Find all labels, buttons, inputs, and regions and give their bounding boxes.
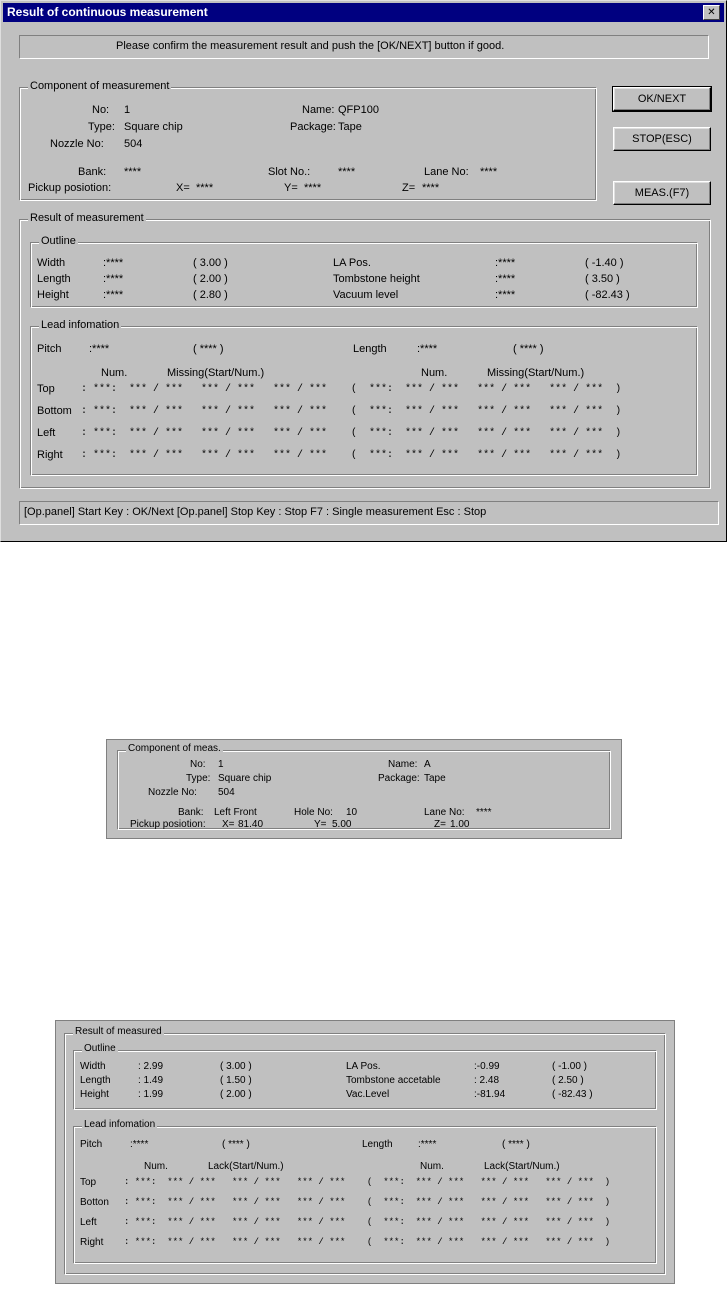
- no-value: 1: [218, 759, 224, 770]
- type-label: Type:: [88, 121, 115, 133]
- name-value: QFP100: [338, 104, 379, 116]
- window-title: Result of continuous measurement: [7, 5, 208, 19]
- lead-length-ref: ( **** ): [502, 1139, 530, 1150]
- height-label: Height: [37, 289, 69, 301]
- lead-row-label: Bottom: [37, 405, 72, 417]
- nozzle-label: Nozzle No:: [50, 138, 104, 150]
- y-label: Y=: [284, 182, 298, 194]
- la-label: LA Pos.: [333, 257, 371, 269]
- length-ref: ( 1.50 ): [220, 1075, 252, 1086]
- x-label: X=: [176, 182, 190, 194]
- package-label: Package:: [378, 773, 420, 784]
- width-value: :****: [103, 257, 124, 269]
- x-value: 81.40: [238, 819, 264, 830]
- lead-row-label: Top: [80, 1177, 97, 1188]
- pitch-label: Pitch: [37, 343, 62, 355]
- nozzle-value: 504: [218, 787, 235, 798]
- close-icon[interactable]: ✕: [703, 5, 720, 20]
- hole-value: 10: [346, 807, 358, 818]
- tomb-ref: ( 2.50 ): [552, 1075, 584, 1086]
- no-label: No:: [92, 104, 110, 116]
- vac-ref: ( -82.43 ): [552, 1089, 593, 1100]
- lane-label: Lane No:: [424, 166, 469, 178]
- component-group: [19, 80, 597, 201]
- missing-header-ref: Missing(Start/Num.): [487, 367, 585, 379]
- vac-ref: ( -82.43 ): [585, 289, 630, 301]
- result-measured-group: [64, 1026, 666, 1275]
- lead-row-values: : ***: *** / *** *** / *** *** / *** ( ***: *** / *** *** / *** *** / *** ): [81, 450, 622, 461]
- y-value: 5.00: [332, 819, 352, 830]
- vac-label: Vac.Level: [346, 1089, 390, 1100]
- status-text: [Op.panel] Start Key : OK/Next [Op.panel] Stop Key : Stop F7 : Single measurement Esc : Stop: [24, 506, 487, 518]
- type-value: Square chip: [124, 121, 183, 133]
- name-label: Name:: [302, 104, 335, 116]
- width-value: : 2.99: [138, 1061, 164, 1072]
- lack-header: Lack(Start/Num.): [208, 1161, 284, 1172]
- ok-next-button[interactable]: OK/NEXT: [613, 87, 711, 111]
- package-value: Tape: [338, 121, 362, 133]
- pitch-value: :****: [130, 1139, 149, 1150]
- z-label: Z=: [402, 182, 416, 194]
- vac-label: Vacuum level: [333, 289, 399, 301]
- y-value: ****: [304, 182, 322, 194]
- height-ref: ( 2.00 ): [220, 1089, 252, 1100]
- lane-value: ****: [476, 807, 492, 818]
- message-text: Please confirm the measurement result and push the [OK/NEXT] button if good.: [116, 40, 505, 52]
- no-value: 1: [124, 104, 131, 116]
- z-value: ****: [422, 182, 440, 194]
- lead-row-label: Right: [37, 449, 63, 461]
- la-label: LA Pos.: [346, 1061, 381, 1072]
- num-header-ref: Num.: [420, 1161, 444, 1172]
- length-label: Length: [37, 273, 71, 285]
- lead-row-label: Left: [37, 427, 56, 439]
- height-label: Height: [80, 1089, 109, 1100]
- width-label: Width: [37, 257, 66, 269]
- height-value: :****: [103, 289, 124, 301]
- height-ref: ( 2.80 ): [193, 289, 228, 301]
- meas-button[interactable]: MEAS.(F7): [613, 181, 711, 205]
- component-meas-group: [117, 743, 611, 830]
- pitch-ref: ( **** ): [222, 1139, 250, 1150]
- lead-row-values: : ***: *** / *** *** / *** *** / *** ( ***: *** / *** *** / *** *** / *** ): [81, 428, 622, 439]
- component-group-label: Component of measurement: [30, 80, 170, 92]
- tomb-ref: ( 3.50 ): [585, 273, 620, 285]
- package-value: Tape: [424, 773, 446, 784]
- width-label: Width: [80, 1061, 106, 1072]
- package-label: Package:: [290, 121, 336, 133]
- num-header-ref: Num.: [421, 367, 448, 379]
- slot-value: ****: [338, 166, 356, 178]
- z-value: 1.00: [450, 819, 470, 830]
- vac-value: :****: [495, 289, 516, 301]
- stop-button[interactable]: STOP(ESC): [613, 127, 711, 151]
- result-group-label: Result of measurement: [30, 212, 144, 224]
- message-box: [19, 35, 709, 59]
- num-header: Num.: [144, 1161, 168, 1172]
- height-value: : 1.99: [138, 1089, 164, 1100]
- lead-group-label: Lead infomation: [41, 319, 120, 331]
- component-meas-label: Component of meas.: [128, 743, 221, 754]
- lead-row-label: Top: [37, 383, 55, 395]
- slot-label: Slot No.:: [268, 166, 311, 178]
- no-label: No:: [190, 759, 206, 770]
- vac-value: :-81.94: [474, 1089, 506, 1100]
- lead-label: Lead infomation: [84, 1119, 156, 1130]
- name-value: A: [424, 759, 431, 770]
- lane-label: Lane No:: [424, 807, 465, 818]
- tomb-value: :****: [495, 273, 516, 285]
- result-measured-panel: [55, 1020, 675, 1284]
- lead-row-label: Left: [80, 1217, 97, 1228]
- z-label: Z=: [434, 819, 446, 830]
- lead-row-values: : ***: *** / *** *** / *** *** / *** ( ***: *** / *** *** / *** *** / *** ): [124, 1217, 611, 1227]
- missing-header: Missing(Start/Num.): [167, 367, 265, 379]
- la-value: :-0.99: [474, 1061, 500, 1072]
- type-value: Square chip: [218, 773, 272, 784]
- name-label: Name:: [388, 759, 418, 770]
- lead-row-label: Botton: [80, 1197, 109, 1208]
- bank-value: ****: [124, 166, 142, 178]
- x-value: ****: [196, 182, 214, 194]
- nozzle-value: 504: [124, 138, 143, 150]
- length-label: Length: [80, 1075, 111, 1086]
- tomb-label: Tombstone height: [333, 273, 420, 285]
- pitch-value: :****: [89, 343, 110, 355]
- lead-row-values: : ***: *** / *** *** / *** *** / *** ( ***: *** / *** *** / *** *** / *** ): [81, 384, 622, 395]
- pickup-label: Pickup posiotion:: [130, 819, 206, 830]
- outline-label: Outline: [84, 1043, 116, 1054]
- title-bar[interactable]: [3, 3, 724, 22]
- width-ref: ( 3.00 ): [220, 1061, 252, 1072]
- length-ref: ( 2.00 ): [193, 273, 228, 285]
- lack-header-ref: Lack(Start/Num.): [484, 1161, 560, 1172]
- x-label: X=: [222, 819, 235, 830]
- lane-value: ****: [480, 166, 498, 178]
- y-label: Y=: [314, 819, 327, 830]
- pitch-ref: ( **** ): [193, 343, 224, 355]
- lead-length-value: :****: [417, 343, 438, 355]
- length-value: : 1.49: [138, 1075, 164, 1086]
- tomb-value: : 2.48: [474, 1075, 500, 1086]
- lead-length-label: Length: [353, 343, 387, 355]
- result-group: [19, 212, 711, 489]
- outline-group-label: Outline: [41, 235, 76, 247]
- lead-row-label: Right: [80, 1237, 104, 1248]
- lead-row-values: : ***: *** / *** *** / *** *** / *** ( ***: *** / *** *** / *** *** / *** ): [81, 406, 622, 417]
- la-value: :****: [495, 257, 516, 269]
- lead-length-ref: ( **** ): [513, 343, 544, 355]
- num-header: Num.: [101, 367, 128, 379]
- status-bar: [19, 501, 719, 525]
- lead-length-label: Length: [362, 1139, 393, 1150]
- lead-row-values: : ***: *** / *** *** / *** *** / *** ( ***: *** / *** *** / *** *** / *** ): [124, 1177, 611, 1187]
- nozzle-label: Nozzle No:: [148, 787, 197, 798]
- bank-label: Bank:: [178, 807, 204, 818]
- width-ref: ( 3.00 ): [193, 257, 228, 269]
- la-ref: ( -1.40 ): [585, 257, 624, 269]
- pickup-label: Pickup posiotion:: [28, 182, 112, 194]
- pitch-label: Pitch: [80, 1139, 103, 1150]
- lead-group: [73, 1119, 657, 1264]
- tomb-label: Tombstone accetable: [346, 1075, 441, 1086]
- lead-group: [30, 319, 698, 476]
- length-value: :****: [103, 273, 124, 285]
- type-label: Type:: [186, 773, 211, 784]
- lead-length-value: :****: [418, 1139, 437, 1150]
- bank-label: Bank:: [78, 166, 107, 178]
- component-meas-panel: [106, 739, 622, 839]
- hole-label: Hole No:: [294, 807, 333, 818]
- outline-group: [73, 1043, 657, 1110]
- lead-row-values: : ***: *** / *** *** / *** *** / *** ( ***: *** / *** *** / *** *** / *** ): [124, 1197, 611, 1207]
- result-measured-label: Result of measured: [75, 1026, 162, 1037]
- bank-value: Left Front: [214, 807, 257, 818]
- la-ref: ( -1.00 ): [552, 1061, 588, 1072]
- outline-group: [30, 235, 698, 308]
- measurement-dialog: [0, 0, 727, 542]
- lead-row-values: : ***: *** / *** *** / *** *** / *** ( ***: *** / *** *** / *** *** / *** ): [124, 1237, 611, 1247]
